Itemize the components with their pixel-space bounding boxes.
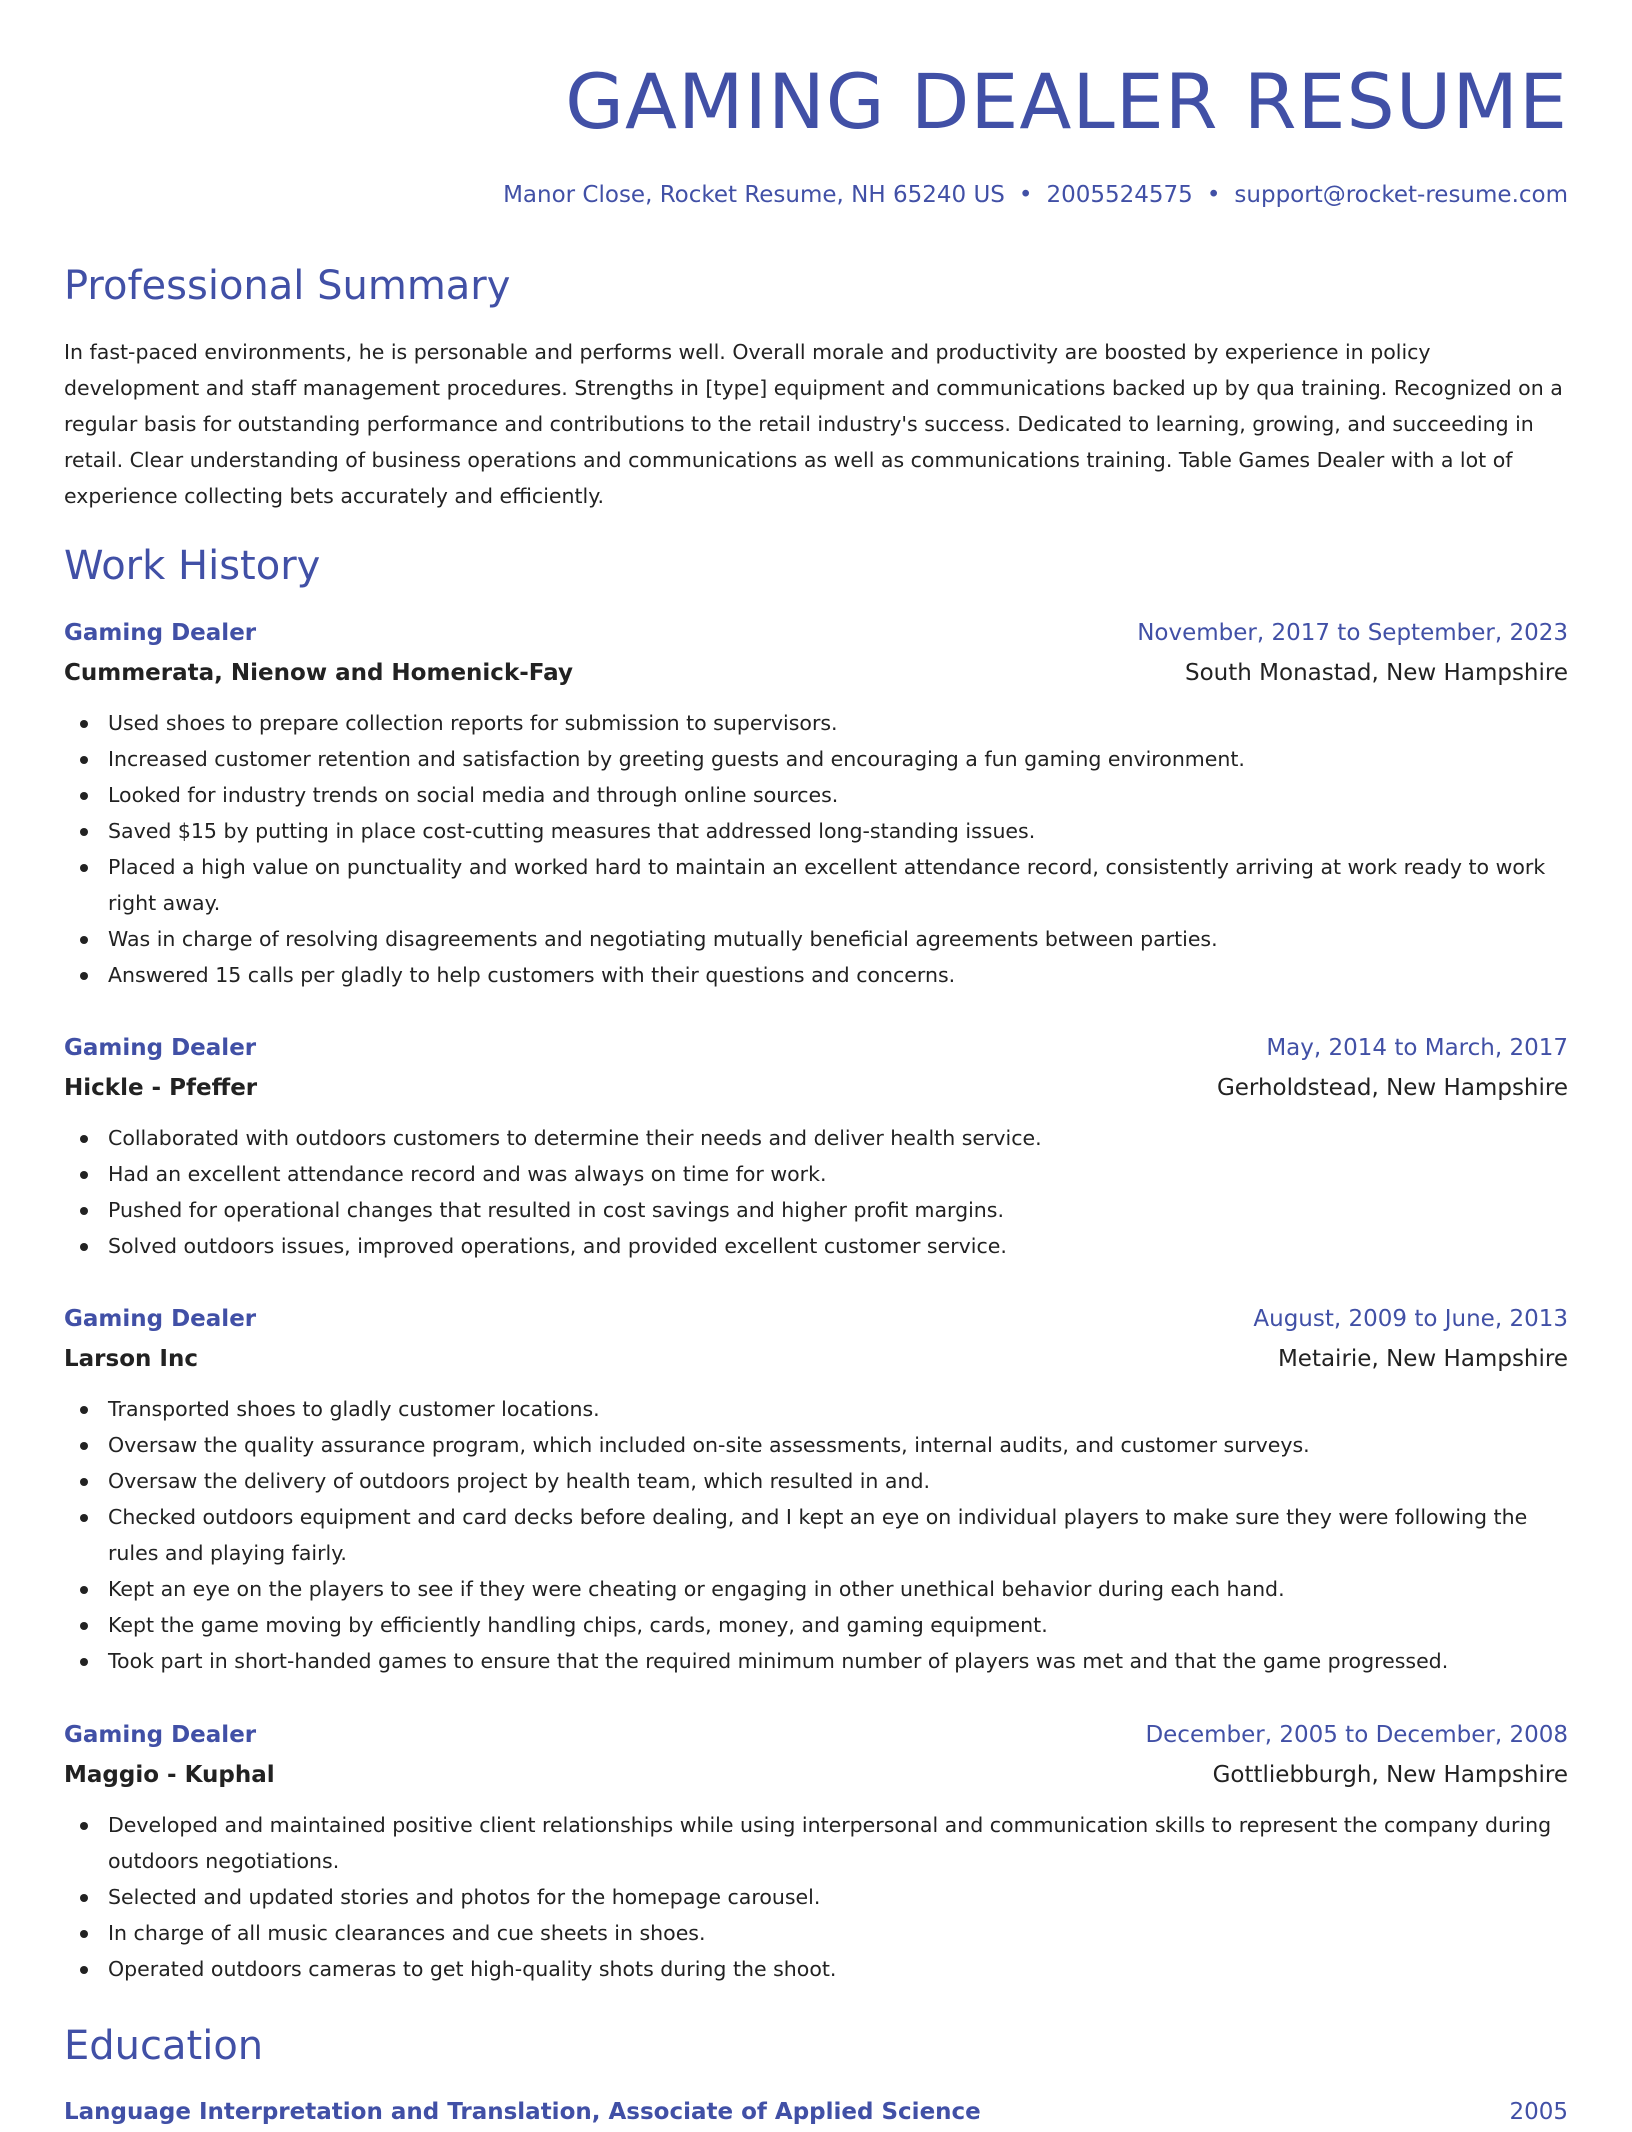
job-entry [64, 613, 1568, 993]
job-bullet: Checked outdoors equipment and card decks before dealing, and I kept an eye on individual players to make sure they were following the rules and playing fairly. [64, 1499, 1568, 1571]
job-title-row [64, 1028, 1568, 1068]
job-bullet: Operated outdoors cameras to get high-quality shots during the shoot. [64, 1951, 1568, 1987]
job-entry [64, 1715, 1568, 1987]
job-bullet-list [64, 1391, 1568, 1679]
job-bullet: Selected and updated stories and photos for the homepage carousel. [64, 1879, 1568, 1915]
job-location: Gerholdstead, New Hampshire [1216, 1075, 1568, 1101]
contact-line [503, 178, 1568, 212]
job-bullet: Increased customer retention and satisfaction by greeting guests and encouraging a fun gaming environment. [64, 741, 1568, 777]
contact-address: Manor Close, Rocket Resume, NH 65240 US [503, 182, 1005, 208]
job-title-row [64, 613, 1568, 653]
job-bullet: Had an excellent attendance record and was always on time for work. [64, 1156, 1568, 1192]
job-company-row [64, 1339, 1568, 1379]
job-company: Hickle - Pfeffer [64, 1075, 258, 1101]
job-company: Cummerata, Nienow and Homenick-Fay [64, 660, 573, 686]
job-dates: August, 2009 to June, 2013 [1253, 1306, 1568, 1332]
work-history-heading: Work History [64, 543, 321, 589]
education-entry [64, 2092, 1568, 2132]
job-dates: May, 2014 to March, 2017 [1266, 1035, 1568, 1061]
job-bullet: Used shoes to prepare collection reports for submission to supervisors. [64, 705, 1568, 741]
education-degree: Language Interpretation and Translation, Associate of Applied Science [64, 2099, 981, 2125]
job-bullet: Transported shoes to gladly customer locations. [64, 1391, 1568, 1427]
summary-heading: Professional Summary [64, 263, 511, 309]
summary-text: In fast-paced environments, he is personable and performs well. Overall morale and productivity are boosted by experience in policy development and staff management procedures. Strengths in [type] equipment and communications backed up by qua training. Recognized on a regular basis for outstanding performance and contributions to the retail industry's success. Dedicated to learning, growing, and succeeding in retail. Clear understanding of business operations and communications as well as communications training. Table Games Dealer with a lot of experience collecting bets accurately and efficiently. [64, 340, 1563, 508]
job-location: South Monastad, New Hampshire [1185, 660, 1568, 686]
job-company: Maggio - Kuphal [64, 1762, 275, 1788]
job-location: Metairie, New Hampshire [1277, 1346, 1568, 1372]
education-heading: Education [64, 2023, 264, 2069]
job-bullet: Was in charge of resolving disagreements and negotiating mutually beneficial agreements between parties. [64, 921, 1568, 957]
job-bullet: Oversaw the delivery of outdoors project by health team, which resulted in and. [64, 1463, 1568, 1499]
job-company-row [64, 1755, 1568, 1795]
job-entry [64, 1299, 1568, 1679]
job-bullet: Answered 15 calls per gladly to help customers with their questions and concerns. [64, 957, 1568, 993]
job-bullet-list [64, 1120, 1568, 1264]
job-location: Gottliebburgh, New Hampshire [1212, 1762, 1568, 1788]
job-bullet: Kept the game moving by efficiently handling chips, cards, money, and gaming equipment. [64, 1607, 1568, 1643]
contact-separator: • [1206, 182, 1221, 208]
job-entry [64, 1028, 1568, 1264]
job-bullet: Pushed for operational changes that resulted in cost savings and higher profit margins. [64, 1192, 1568, 1228]
job-bullet: Developed and maintained positive client relationships while using interpersonal and communication skills to represent the company during outdoors negotiations. [64, 1807, 1568, 1879]
job-title: Gaming Dealer [64, 1306, 257, 1332]
job-bullet: Collaborated with outdoors customers to determine their needs and deliver health service. [64, 1120, 1568, 1156]
contact-email: support@rocket-resume.com [1234, 182, 1568, 208]
job-title: Gaming Dealer [64, 1722, 257, 1748]
contact-separator: • [1018, 182, 1033, 208]
job-company-row [64, 653, 1568, 693]
job-title: Gaming Dealer [64, 1035, 257, 1061]
job-dates: December, 2005 to December, 2008 [1145, 1722, 1568, 1748]
job-bullet: Solved outdoors issues, improved operations, and provided excellent customer service. [64, 1228, 1568, 1264]
job-title-row [64, 1299, 1568, 1339]
job-title-row [64, 1715, 1568, 1755]
job-bullet: Saved $15 by putting in place cost-cutting measures that addressed long-standing issues. [64, 813, 1568, 849]
job-bullet-list [64, 705, 1568, 993]
job-company: Larson Inc [64, 1346, 198, 1372]
job-company-row [64, 1068, 1568, 1108]
job-dates: November, 2017 to September, 2023 [1137, 620, 1568, 646]
education-year: 2005 [1509, 2099, 1568, 2125]
job-bullet: Took part in short-handed games to ensure that the required minimum number of players was met and that the game progressed. [64, 1643, 1568, 1679]
resume-title: GAMING DEALER RESUME [565, 57, 1568, 146]
job-bullet: Placed a high value on punctuality and worked hard to maintain an excellent attendance record, consistently arriving at work ready to work right away. [64, 849, 1568, 921]
job-bullet: Oversaw the quality assurance program, which included on-site assessments, internal audits, and customer surveys. [64, 1427, 1568, 1463]
job-title: Gaming Dealer [64, 620, 257, 646]
job-bullet-list [64, 1807, 1568, 1987]
job-bullet: Looked for industry trends on social media and through online sources. [64, 777, 1568, 813]
contact-phone: 2005524575 [1046, 182, 1193, 208]
job-bullet: In charge of all music clearances and cue sheets in shoes. [64, 1915, 1568, 1951]
job-bullet: Kept an eye on the players to see if they were cheating or engaging in other unethical behavior during each hand. [64, 1571, 1568, 1607]
